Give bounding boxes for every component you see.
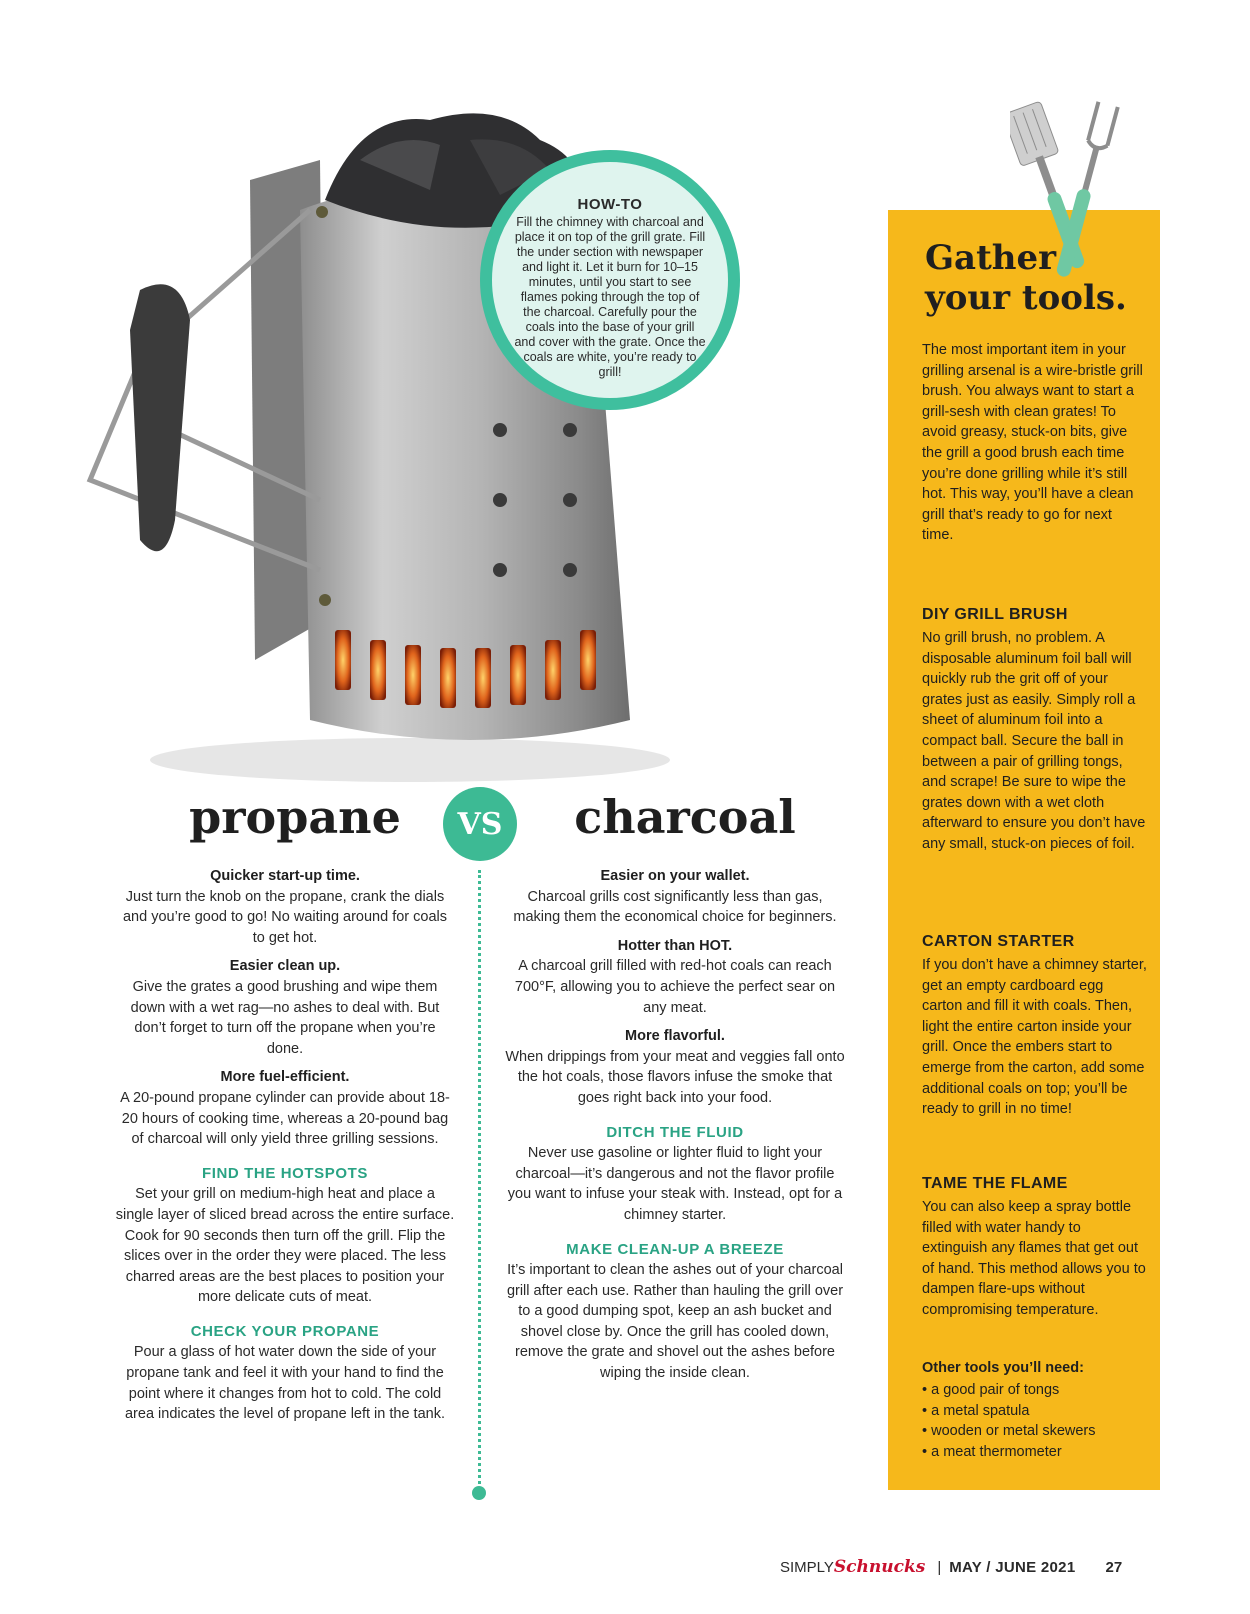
diy-text: No grill brush, no problem. A disposable aluminum foil ball will quickly rub the grit off of your grates just as easily. Simply roll a sheet of aluminum foil into a compact ball. Secure the ball in between a pair of grilling tongs, and scrape! Be sure to wipe the grates down with a wet cloth afterward to ensure you don’t have any small, stuck-on pieces of foil. bbox=[922, 630, 1146, 852]
propane-point-3-text: A 20-pound propane cylinder can provide about 18-20 hours of cooking time, whereas a 20-pound bag of charcoal will only yield three grilling sessions. bbox=[120, 1089, 450, 1148]
clean-up-text: It’s important to clean the ashes out of your charcoal grill after each use. Rather than hauling the grill over to a good dumping spot, keep an ash bucket and shovel close by. Once the grill has cooled down, remove the grate and shovel out the ashes before wiping the inside clean. bbox=[506, 1262, 844, 1382]
list-item: • a good pair of tongs bbox=[922, 1382, 1060, 1398]
check-propane-text: Pour a glass of hot water down the side of your propane tank and feel it with your hand to find the point where it changes from hot to cold. The cold area indicates the level of propane left in the tank. bbox=[124, 1344, 445, 1423]
list-item: • a meat thermometer bbox=[922, 1443, 1062, 1460]
other-tools-list bbox=[922, 1380, 1147, 1462]
propane-point-2-text: Give the grates a good brushing and wipe them down with a wet rag—no ashes to deal with. But don’t forget to turn off the propane when you’re done. bbox=[130, 978, 440, 1057]
charcoal-headline: charcoal bbox=[574, 790, 796, 844]
charcoal-column bbox=[505, 866, 845, 1384]
divider-end-dot bbox=[472, 1486, 486, 1500]
brand-logo: Schnucks bbox=[833, 1557, 926, 1577]
list-item: • a metal spatula bbox=[922, 1402, 1030, 1419]
how-to-heading: HOW-TO bbox=[577, 196, 643, 213]
other-tools-heading: Other tools you’ll need: bbox=[922, 1360, 1084, 1376]
hotspots-text: Set your grill on medium-high heat and place a single layer of sliced bread across the entire surface. Cook for 90 seconds then turn off the grill. Flip the slices over in the order they were placed. The less charred areas are the best places to position your more delicate cuts of meat. bbox=[115, 1186, 455, 1306]
charcoal-point-1-text: Charcoal grills cost significantly less than gas, making them the economical choice for beginners. bbox=[513, 888, 837, 926]
charcoal-point-1-title: Easier on your wallet. bbox=[600, 868, 750, 884]
column-divider bbox=[478, 870, 481, 1490]
sidebar-title-line1: Gather bbox=[925, 238, 1057, 278]
propane-point-2-title: Easier clean up. bbox=[229, 958, 341, 975]
charcoal-point-3-title: More flavorful. bbox=[625, 1028, 725, 1045]
ditch-fluid-text: Never use gasoline or lighter fluid to light your charcoal—it’s dangerous and not the flavor profile you want to infuse your steak with. Instead, opt for a chimney starter. bbox=[507, 1145, 843, 1223]
carton-heading: CARTON STARTER bbox=[922, 933, 1075, 950]
footer-simply: SIMPLY bbox=[780, 1558, 834, 1576]
check-propane-heading: CHECK YOUR PROPANE bbox=[190, 1322, 380, 1340]
sidebar-intro: The most important item in your grilling arsenal is a wire-bristle grill brush. You always want to start a grill-sesh with clean grates! To avoid greasy, stuck-on bits, give the grill a good brush each time you’re done grilling while it’s still hot. This way, you’ll have a clean grill that’s ready to go for next time. bbox=[922, 342, 1143, 544]
ditch-fluid-heading: DITCH THE FLUID bbox=[606, 1123, 744, 1141]
hotspots-heading: FIND THE HOTSPOTS bbox=[201, 1164, 369, 1182]
charcoal-point-2-title: Hotter than HOT. bbox=[617, 937, 733, 954]
sidebar-title-line2: your tools. bbox=[925, 278, 1127, 318]
carton-text: If you don’t have a chimney starter, get an empty cardboard egg carton and fill it with coals. Then, light the entire carton inside your grill. Once the embers start to emerge from the carton, add some additional coals on top; you’ll be ready to grill in no time! bbox=[922, 957, 1147, 1118]
propane-point-1-title: Quicker start-up time. bbox=[210, 868, 360, 884]
charcoal-point-2-text: A charcoal grill filled with red-hot coals can reach 700°F, allowing you to achieve the perfect sear on any meat. bbox=[514, 958, 836, 1016]
flame-text: You can also keep a spray bottle filled with water handy to extinguish any flames that get out of hand. This method allows you to dampen flare-ups without compromising temperature. bbox=[922, 1199, 1146, 1318]
how-to-callout bbox=[480, 150, 740, 410]
page-footer bbox=[780, 1555, 1200, 1579]
sidebar-title bbox=[925, 238, 1165, 318]
how-to-text: Fill the chimney with charcoal and place it on top of the grill grate. Fill the under section with newspaper and light it. Let it burn for 10–15 minutes, until you start to see flames poking through the top of the charcoal. Carefully pour the coals into the base of your grill and cover with the grate. Once the coals are white, you’re ready to grill! bbox=[514, 215, 706, 379]
propane-column bbox=[115, 866, 455, 1425]
propane-point-1-text: Just turn the knob on the propane, crank the dials and you’re good to go! No waiting around for coals to get hot. bbox=[122, 888, 448, 946]
propane-headline: propane bbox=[189, 790, 401, 844]
issue-date: MAY / JUNE 2021 bbox=[949, 1558, 1076, 1576]
vs-badge: VS bbox=[443, 787, 517, 861]
flame-heading: TAME THE FLAME bbox=[922, 1175, 1068, 1192]
propane-point-3-title: More fuel-efficient. bbox=[220, 1069, 350, 1086]
diy-heading: DIY GRILL BRUSH bbox=[922, 606, 1068, 623]
list-item: • wooden or metal skewers bbox=[922, 1423, 1096, 1440]
footer-separator: | bbox=[937, 1558, 942, 1576]
clean-up-heading: MAKE CLEAN-UP A BREEZE bbox=[566, 1240, 784, 1258]
charcoal-point-3-text: When drippings from your meat and veggies fall onto the hot coals, those flavors infuse the smoke that goes right back into your food. bbox=[505, 1048, 845, 1106]
page-number: 27 bbox=[1105, 1558, 1123, 1576]
